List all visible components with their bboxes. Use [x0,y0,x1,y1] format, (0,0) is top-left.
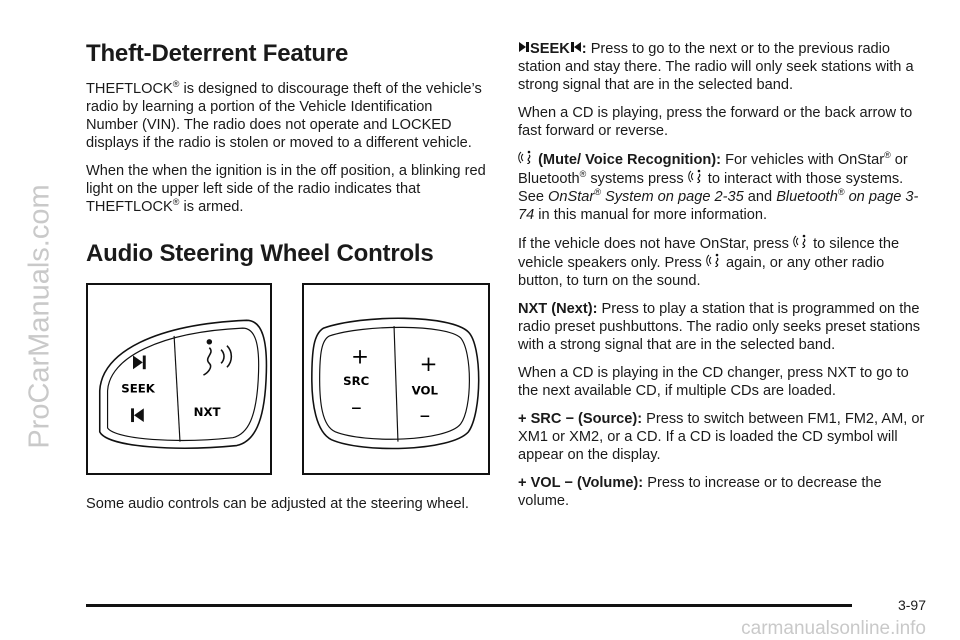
armed-text-end: is armed. [183,198,244,215]
vol-minus-icon: – [419,403,431,429]
silence-text-3: again, or any other radio button, to turn on the sound. [518,255,885,289]
silence-text-1: If the vehicle does not have OnStar, press [518,236,789,252]
nxt-term: NXT (Next): [518,301,598,317]
mute-text-4: to interact with those systems. See [518,171,904,205]
vol-description: Press to increase or to decrease the volume. [518,475,882,509]
seek-description: Press to go to the next or to the previous radio station and stay there. The radio will only seek stations with a strong signal that are in the selected band. [518,41,914,93]
left-column [86,40,488,523]
mute-text-1: For vehicles with OnStar [725,152,885,168]
nxt-description: Press to play a station that is programmed on the radio preset pushbuttons. The radio only seeks preset stations with a strong signal that are in the selected band. [518,301,921,353]
src-minus-icon: – [350,395,362,421]
mute-text-5: in this manual for more information. [538,207,768,223]
right-column [518,40,928,520]
seek-colon: : [581,41,587,57]
onstar-link[interactable] [548,189,744,205]
vol-plus-icon: + [419,352,438,378]
src-vol-control-illustration [304,285,488,473]
mute-paragraph [518,150,928,224]
armed-text-start: When the when the ignition is in the off position, a blinking red light on the upper left side of the radio indicates that THEFTLOCK [86,162,486,215]
bluetooth-ref-word[interactable]: Bluetooth [776,189,838,205]
cd-nxt-paragraph: When a CD is playing in the CD changer, press NXT to go to the next available CD, if multiple CDs are loaded. [518,365,909,399]
armed-indicator-paragraph [86,162,488,216]
src-label: SRC [343,374,370,389]
audio-controls-heading: Audio Steering Wheel Controls [86,239,434,267]
and-word: and [747,189,773,205]
bluetooth-ref-page[interactable]: on page 3-74 [518,189,919,223]
theftlock-description: is designed to discourage theft of the vehicle’s radio by learning a portion of the Vehicle Identification Number (VIN). The radio does not operate and LOCKED displays if the radio is stolen or moved to a different vehicle. [86,80,482,151]
seek-forward-icon [133,356,143,370]
theftlock-paragraph [86,80,488,152]
registered-mark: ® [884,150,891,161]
seek-back-icon [134,409,144,423]
theftlock-word: THEFTLOCK [86,80,173,97]
silence-text-2: to silence the vehicle speakers only. Press [518,236,900,271]
nxt-label: NXT [193,405,221,420]
side-watermark: ProCarManuals.com [23,184,56,449]
registered-mark: ® [594,187,601,198]
vol-label: VOL [411,383,438,398]
page-number: 3-97 [897,597,926,613]
seek-forward-icon [518,41,530,57]
src-vol-control-figure [302,283,490,475]
bottom-watermark: carmanualsonline.info [741,618,926,639]
seek-nxt-control-illustration [88,285,270,473]
onstar-ref-word[interactable]: OnStar [548,189,595,205]
steering-wheel-figures [86,283,488,477]
registered-mark: ® [837,187,845,198]
src-term: + SRC − (Source): [518,411,643,427]
seek-term: SEEK [530,41,570,57]
src-plus-icon: + [350,344,370,370]
onstar-ref-page[interactable]: System on page 2-35 [604,189,744,205]
mute-text-3: systems press [590,171,684,187]
vol-paragraph [518,474,928,510]
mute-text-2: or Bluetooth [518,152,908,187]
registered-mark: ® [579,169,587,180]
seek-label: SEEK [121,381,155,396]
src-description: Press to switch between FM1, FM2, AM, or XM1 or XM2, or a CD. If a CD is loaded the CD symbol will appear on the display. [518,411,925,463]
mute-term: (Mute/ Voice Recognition): [538,152,722,168]
registered-mark: ® [172,78,180,89]
voice-mute-icon [706,255,722,271]
seek-back-icon [570,41,582,57]
seek-nxt-control-figure [86,283,272,475]
voice-mute-icon [518,152,534,168]
voice-recognition-icon [203,340,231,375]
seek-back-bar-icon [131,409,134,423]
seek-paragraph [518,40,928,94]
voice-mute-icon [688,171,704,187]
seek-forward-bar-icon [143,356,146,370]
registered-mark: ® [172,196,180,207]
vol-term: + VOL − (Volume): [518,475,644,491]
src-paragraph [518,410,928,464]
silence-paragraph [518,234,928,290]
footer-rule [86,604,852,607]
cd-seek-paragraph: When a CD is playing, press the forward or the back arrow to fast forward or reverse. [518,105,913,139]
nxt-paragraph [518,300,928,354]
figure-caption: Some audio controls can be adjusted at the steering wheel. [86,496,469,513]
voice-mute-icon [793,236,809,252]
theft-deterrent-heading: Theft-Deterrent Feature [86,40,349,67]
